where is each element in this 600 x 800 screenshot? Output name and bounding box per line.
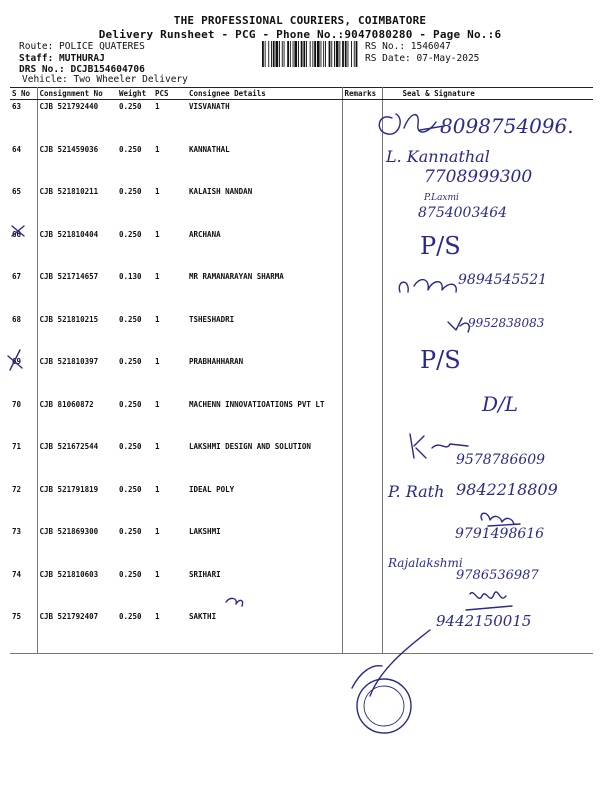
- cell-sno: 65: [10, 185, 37, 228]
- cell-sno: 70: [10, 398, 37, 441]
- cell-pcs: 1: [155, 187, 160, 196]
- handwriting-72-phone: 9842218809: [456, 480, 558, 499]
- cell-pcs: 1: [155, 527, 160, 536]
- handwriting-65-phone: 8754003464: [418, 205, 508, 221]
- handwriting-70: D/L: [482, 392, 519, 416]
- handwriting-72-name: P. Rath: [388, 482, 445, 501]
- cell-sno: 75: [10, 610, 37, 653]
- handwriting-73: 9791498616: [455, 526, 545, 542]
- col-header-sno: S No: [10, 88, 37, 100]
- handwriting-67: 9894545521: [458, 272, 548, 288]
- cell-pcs: 1: [155, 569, 160, 579]
- handwriting-66: P/S: [420, 232, 461, 260]
- cell-weight: 0.250: [119, 102, 142, 111]
- cell-remarks: [342, 483, 382, 526]
- cell-weight: 0.130: [119, 272, 142, 281]
- cell-consignment: CJB 521459036: [39, 144, 99, 154]
- cell-consignee: TSHESHADRI: [187, 313, 342, 356]
- cell-weight: 0.250: [119, 569, 142, 579]
- cell-consignment: CJB 521792440: [39, 102, 99, 111]
- cell-remarks: [342, 313, 382, 356]
- cell-remarks: [342, 270, 382, 313]
- cell-remarks: [342, 185, 382, 228]
- cell-consignment: CJB 521672544: [39, 442, 99, 451]
- handwriting-71: 9578786609: [456, 452, 546, 468]
- cell-weight: 0.250: [119, 484, 142, 494]
- cell-pcs: 1: [155, 399, 160, 409]
- drs-number: DRS No.: DCJB154604706: [19, 64, 145, 75]
- table-row: [10, 228, 593, 271]
- cell-consignment: CJB 521810215: [39, 314, 99, 324]
- cell-consignment: CJB 521810211: [39, 187, 99, 196]
- cell-pcs: 1: [155, 442, 160, 451]
- cell-sno: 71: [10, 440, 37, 483]
- cell-sno: 73: [10, 525, 37, 568]
- cell-weight: 0.250: [119, 399, 142, 409]
- cell-remarks: [342, 568, 382, 611]
- cell-consignment: CJB 521810603: [39, 569, 99, 579]
- col-header-weight: Weight: [117, 88, 153, 100]
- cell-sno: 63: [10, 100, 37, 143]
- staff-label: Staff: MUTHURAJ: [19, 53, 105, 64]
- cell-pcs: 1: [155, 484, 160, 494]
- cell-consignment: CJB 521810404: [39, 229, 99, 239]
- vehicle-label: Vehicle: Two Wheeler Delivery: [22, 74, 188, 85]
- cell-weight: 0.250: [117, 610, 153, 653]
- barcode-icon: [262, 41, 358, 67]
- handwriting-64-name: L. Kannathal: [386, 147, 490, 166]
- cell-pcs: 1: [155, 102, 160, 111]
- cell-consignee: IDEAL POLY: [187, 483, 342, 526]
- cell-weight: 0.250: [119, 229, 142, 239]
- cell-weight: 0.250: [119, 442, 142, 451]
- cell-remarks: [342, 398, 382, 441]
- cell-consignment: CJB 521792407: [37, 610, 117, 653]
- handwriting-74-name: Rajalakshmi: [388, 556, 463, 570]
- cell-consignment: CJB 521810397: [39, 357, 99, 366]
- cell-remarks: [342, 440, 382, 483]
- handwriting-65-name: P.Laxmi: [424, 193, 459, 203]
- cell-consignee: VISVANATH: [187, 100, 342, 143]
- cell-consignment: CJB 81060872: [39, 399, 94, 409]
- stamp-ring: [357, 679, 411, 733]
- cell-consignee: SAKTHI: [187, 610, 342, 653]
- cell-signature: [382, 228, 593, 271]
- route-label: Route: POLICE QUATERES: [19, 41, 145, 52]
- cell-consignment: CJB 521714657: [39, 272, 99, 281]
- cell-sno: 67: [10, 270, 37, 313]
- col-header-remarks: Remarks: [342, 88, 382, 100]
- cell-pcs: 1: [155, 314, 160, 324]
- cell-consignee: MACHENN INNOVATIOATIONS PVT LT: [187, 398, 342, 441]
- cell-sno: 69: [10, 355, 37, 398]
- cell-sno: 66: [10, 228, 37, 271]
- col-header-signature: Seal & Signature: [382, 88, 593, 100]
- cell-weight: 0.250: [119, 357, 142, 366]
- rs-date: RS Date: 07-May-2025: [365, 53, 480, 64]
- cell-consignee: MR RAMANARAYAN SHARMA: [187, 270, 342, 313]
- cell-consignee: KANNATHAL: [187, 143, 342, 186]
- cell-pcs: 1: [153, 610, 187, 653]
- cell-consignee: ARCHANA: [187, 228, 342, 271]
- cell-consignee: PRABHAHHARAN: [187, 355, 342, 398]
- cell-consignment: CJB 521791819: [39, 484, 99, 494]
- cell-pcs: 1: [155, 357, 160, 366]
- cell-sno: 74: [10, 568, 37, 611]
- runsheet-subtitle: Delivery Runsheet - PCG - Phone No.:9047080280 - Page No.:6: [98, 28, 502, 41]
- handwriting-63: 8098754096.: [440, 114, 574, 138]
- company-title: THE PROFESSIONAL COURIERS, COIMBATORE: [173, 14, 427, 27]
- cell-remarks: [342, 228, 382, 271]
- handwriting-75: 9442150015: [436, 612, 532, 630]
- handwriting-68: 9952838083: [468, 316, 545, 330]
- cell-consignee: KALAISH NANDAN: [187, 185, 342, 228]
- col-header-pcs: PCS: [153, 88, 187, 100]
- rs-number: RS No.: 1546047: [365, 41, 451, 52]
- cell-remarks: [342, 610, 382, 653]
- cell-remarks: [342, 525, 382, 568]
- cell-consignee: LAKSHMI DESIGN AND SOLUTION: [187, 440, 342, 483]
- cell-weight: 0.250: [119, 527, 142, 536]
- cell-pcs: 1: [155, 272, 160, 281]
- handwriting-69: P/S: [420, 346, 461, 374]
- col-header-consignment: Consignment No: [37, 88, 117, 100]
- cell-remarks: [342, 100, 382, 143]
- handwriting-64-phone: 7708999300: [424, 167, 533, 187]
- cell-pcs: 1: [155, 229, 160, 239]
- cell-sno: 64: [10, 143, 37, 186]
- cell-consignment: CJB 521869300: [39, 527, 99, 536]
- cell-remarks: [342, 355, 382, 398]
- cell-weight: 0.250: [119, 144, 142, 154]
- cell-weight: 0.250: [119, 187, 142, 196]
- cell-sno: 68: [10, 313, 37, 356]
- cell-consignee: LAKSHMI: [187, 525, 342, 568]
- cell-consignee: SRIHARI: [187, 568, 342, 611]
- cell-sno: 72: [10, 483, 37, 526]
- table-header-row: [10, 88, 593, 100]
- cell-remarks: [342, 143, 382, 186]
- col-header-consignee: Consignee Details: [187, 88, 342, 100]
- cell-weight: 0.250: [119, 314, 142, 324]
- handwriting-74-phone: 9786536987: [456, 568, 539, 583]
- cell-pcs: 1: [155, 144, 160, 154]
